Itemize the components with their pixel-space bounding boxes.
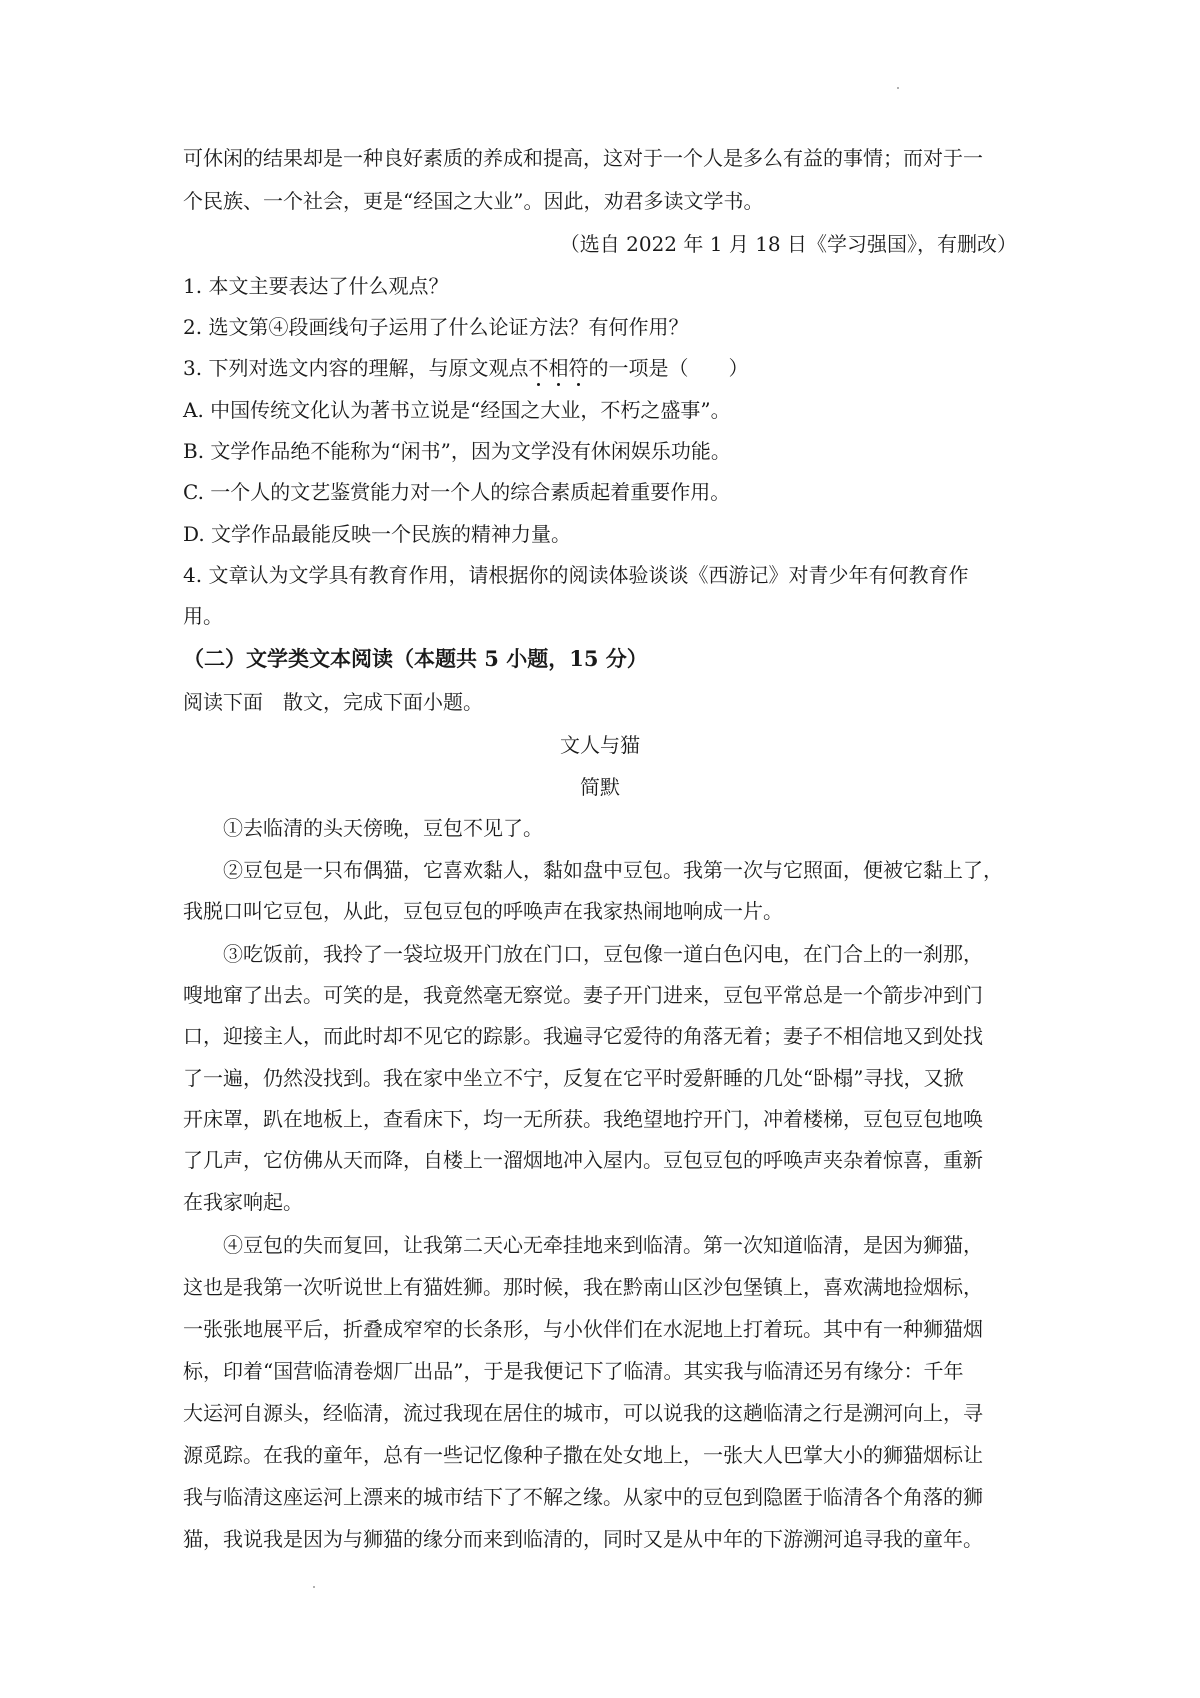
question-4-cont: 用。 [183,604,223,628]
section-heading: （二）文学类文本阅读（本题共 5 小题，15 分） [183,646,648,671]
paragraph-4-cont: 这也是我第一次听说世上有猫姓狮。那时候，我在黔南山区沙包堡镇上，喜欢满地捡烟标， [183,1275,983,1299]
article-author: 简默 [580,775,620,799]
source-citation: （选自 2022 年 1 月 18 日《学习强国》，有删改） [559,232,1017,256]
question-3-text-end: 的一项是（ ） [588,356,749,380]
paragraph-4: ④豆包的失而复回，让我第二天心无牵挂地来到临清。第一次知道临清，是因为狮猫， [223,1233,983,1257]
scan-speck [313,1586,315,1588]
text-line: 个民族、一个社会，更是“经国之大业”。因此，劝君多读文学书。 [183,189,764,213]
question-1: 1. 本文主要表达了什么观点？ [183,274,449,298]
paragraph-4-cont: 标，印着“国营临清卷烟厂出品”，于是我便记下了临清。其实我与临清还另有缘分：千年 [183,1359,964,1383]
paragraph-3-cont: 在我家响起。 [183,1190,303,1214]
paragraph-2-cont: 我脱口叫它豆包，从此，豆包豆包的呼唤声在我家热闹地响成一片。 [183,899,783,923]
option-a: A. 中国传统文化认为著书立说是“经国之大业，不朽之盛事”。 [183,398,731,422]
question-3 [183,354,748,382]
text-line: 可休闲的结果却是一种良好素质的养成和提高，这对于一个人是多么有益的事情；而对于一 [183,146,983,170]
paragraph-4-cont: 我与临清这座运河上漂来的城市结下了不解之缘。从家中的豆包到隐匿于临清各个角落的狮 [183,1485,983,1509]
question-2: 2. 选文第④段画线句子运用了什么论证方法？有何作用？ [183,315,689,339]
option-b: B. 文学作品绝不能称为“闲书”，因为文学没有休闲娱乐功能。 [183,439,731,463]
instruction: 阅读下面 散文，完成下面小题。 [183,690,483,714]
paragraph-3-cont: 开床罩，趴在地板上，查看床下，均一无所获。我绝望地拧开门，冲着楼梯，豆包豆包地唤 [183,1107,983,1131]
paragraph-3: ③吃饭前，我拎了一袋垃圾开门放在门口，豆包像一道白色闪电，在门合上的一刹那， [223,942,983,966]
paragraph-4-cont: 源觅踪。在我的童年，总有一些记忆像种子撒在处女地上，一张大人巴掌大小的狮猫烟标让 [183,1443,983,1467]
option-d: D. 文学作品最能反映一个民族的精神力量。 [183,522,572,546]
scan-speck [897,87,899,89]
article-title: 文人与猫 [560,733,640,757]
paragraph-4-cont: 一张张地展平后，折叠成窄窄的长条形，与小伙伴们在水泥地上打着玩。其中有一种狮猫烟 [183,1317,983,1341]
paragraph-4-cont: 大运河自源头，经临清，流过我现在居住的城市，可以说我的这趟临清之行是溯河向上，寻 [183,1401,983,1425]
question-4: 4. 文章认为文学具有教育作用，请根据你的阅读体验谈谈《西游记》对青少年有何教育作 [183,563,969,587]
emphasis-dotted-text: 不相符 [528,356,588,380]
paragraph-2: ②豆包是一只布偶猫，它喜欢黏人，黏如盘中豆包。我第一次与它照面，便被它黏上了， [223,858,1003,882]
paragraph-3-cont: 了一遍，仍然没找到。我在家中坐立不宁，反复在它平时爱鼾睡的几处“卧榻”寻找，又掀 [183,1066,964,1090]
paragraph-1: ①去临清的头天傍晚，豆包不见了。 [223,816,543,840]
paragraph-4-cont: 猫，我说我是因为与狮猫的缘分而来到临清的，同时又是从中年的下游溯河追寻我的童年。 [183,1527,983,1551]
paragraph-3-cont: 了几声，它仿佛从天而降，自楼上一溜烟地冲入屋内。豆包豆包的呼唤声夹杂着惊喜，重新 [183,1148,983,1172]
option-c: C. 一个人的文艺鉴赏能力对一个人的综合素质起着重要作用。 [183,480,731,504]
paragraph-3-cont: 嗖地窜了出去。可笑的是，我竟然毫无察觉。妻子开门进来，豆包平常总是一个箭步冲到门 [183,983,983,1007]
question-3-text: 3. 下列对选文内容的理解，与原文观点 [183,356,529,380]
paragraph-3-cont: 口，迎接主人，而此时却不见它的踪影。我遍寻它爱待的角落无着；妻子不相信地又到处找 [183,1024,983,1048]
